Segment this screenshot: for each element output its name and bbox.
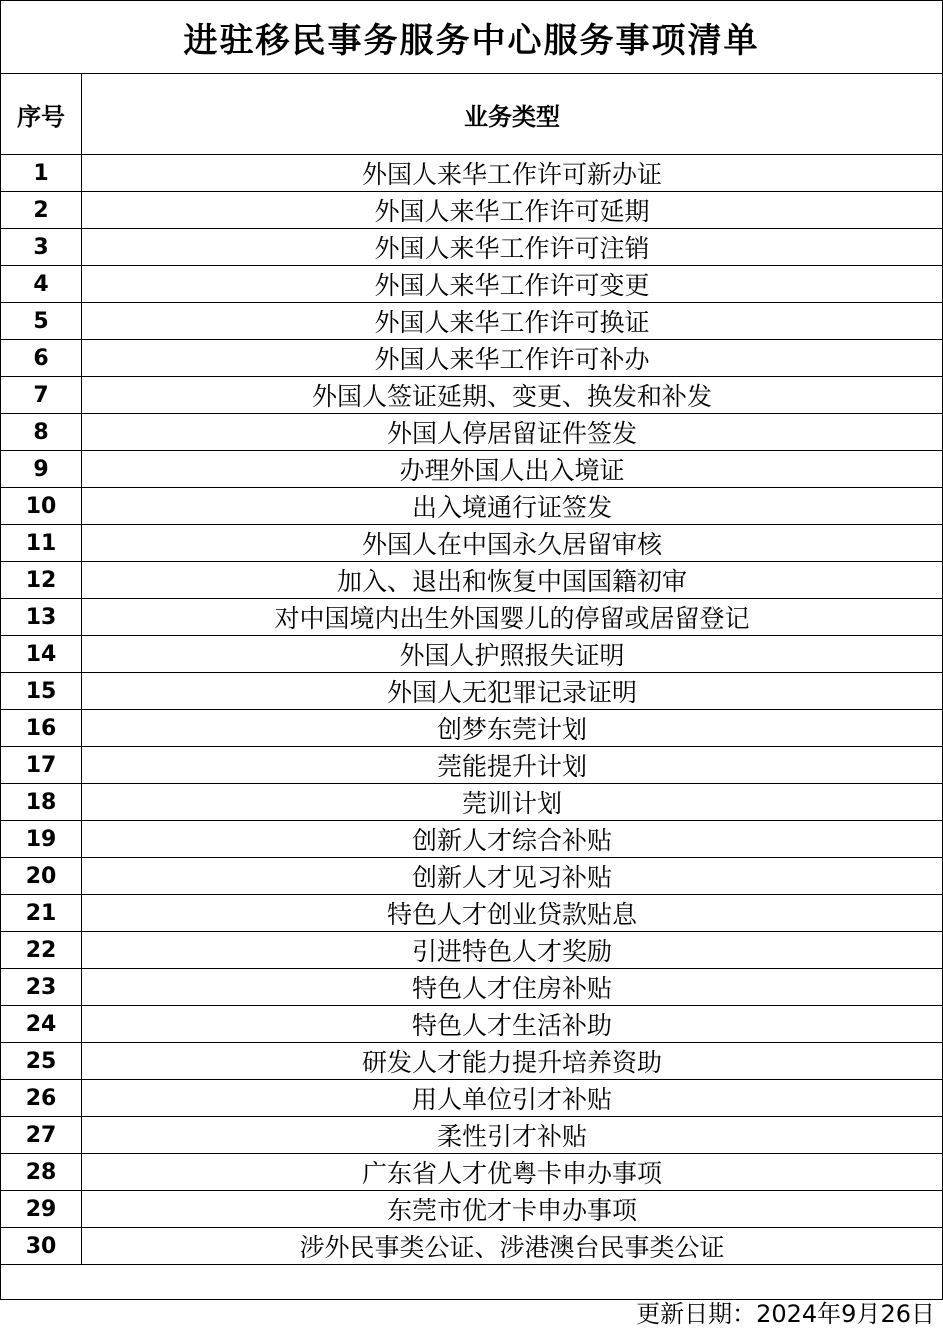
table-row: [1, 414, 943, 451]
business-type: 引进特色人才奖励: [82, 932, 943, 969]
row-number: 19: [1, 821, 82, 858]
footer-cell: [1, 1265, 943, 1300]
table-row: [1, 266, 943, 303]
column-header-number: 序号: [1, 74, 82, 155]
table-row: [1, 303, 943, 340]
row-number: 28: [1, 1154, 82, 1191]
row-number: 5: [1, 303, 82, 340]
business-type: 特色人才创业贷款贴息: [82, 895, 943, 932]
table-row: [1, 710, 943, 747]
table-row: [1, 1043, 943, 1080]
table-row: [1, 1006, 943, 1043]
business-type: 用人单位引才补贴: [82, 1080, 943, 1117]
row-number: 8: [1, 414, 82, 451]
row-number: 14: [1, 636, 82, 673]
row-number: 24: [1, 1006, 82, 1043]
business-type: 外国人停居留证件签发: [82, 414, 943, 451]
table-row: [1, 229, 943, 266]
row-number: 6: [1, 340, 82, 377]
business-type: 柔性引才补贴: [82, 1117, 943, 1154]
table-row: [1, 377, 943, 414]
table-row: [1, 969, 943, 1006]
table-row: [1, 747, 943, 784]
footer-row: [1, 1265, 943, 1300]
business-type: 莞能提升计划: [82, 747, 943, 784]
row-number: 11: [1, 525, 82, 562]
row-number: 10: [1, 488, 82, 525]
table-row: [1, 451, 943, 488]
row-number: 9: [1, 451, 82, 488]
row-number: 7: [1, 377, 82, 414]
table-row: [1, 192, 943, 229]
table-row: [1, 525, 943, 562]
page-title: 进驻移民事务服务中心服务事项清单: [1, 1, 943, 74]
business-type: 东莞市优才卡申办事项: [82, 1191, 943, 1228]
business-type: 办理外国人出入境证: [82, 451, 943, 488]
business-type: 创新人才综合补贴: [82, 821, 943, 858]
row-number: 29: [1, 1191, 82, 1228]
business-type: 莞训计划: [82, 784, 943, 821]
business-type: 外国人来华工作许可换证: [82, 303, 943, 340]
business-type: 涉外民事类公证、涉港澳台民事类公证: [82, 1228, 943, 1265]
business-type: 特色人才住房补贴: [82, 969, 943, 1006]
table-row: [1, 784, 943, 821]
business-type: 外国人在中国永久居留审核: [82, 525, 943, 562]
row-number: 4: [1, 266, 82, 303]
row-number: 3: [1, 229, 82, 266]
business-type: 对中国境内出生外国婴儿的停留或居留登记: [82, 599, 943, 636]
table-row: [1, 932, 943, 969]
table-row: [1, 340, 943, 377]
update-date: 更新日期：2024年9月26日: [636, 1300, 935, 1328]
row-number: 15: [1, 673, 82, 710]
row-number: 18: [1, 784, 82, 821]
business-type: 创新人才见习补贴: [82, 858, 943, 895]
row-number: 30: [1, 1228, 82, 1265]
business-type: 出入境通行证签发: [82, 488, 943, 525]
row-number: 23: [1, 969, 82, 1006]
table-row: [1, 599, 943, 636]
business-type: 外国人来华工作许可延期: [82, 192, 943, 229]
business-type: 广东省人才优粤卡申办事项: [82, 1154, 943, 1191]
table-row: [1, 673, 943, 710]
table-row: [1, 1191, 943, 1228]
row-number: 21: [1, 895, 82, 932]
business-type: 外国人来华工作许可注销: [82, 229, 943, 266]
row-number: 26: [1, 1080, 82, 1117]
table-row: [1, 895, 943, 932]
business-type: 加入、退出和恢复中国国籍初审: [82, 562, 943, 599]
business-type: 特色人才生活补助: [82, 1006, 943, 1043]
business-type: 外国人无犯罪记录证明: [82, 673, 943, 710]
table-row: [1, 636, 943, 673]
business-type: 外国人签证延期、变更、换发和补发: [82, 377, 943, 414]
table-row: [1, 488, 943, 525]
row-number: 22: [1, 932, 82, 969]
row-number: 25: [1, 1043, 82, 1080]
business-type: 外国人来华工作许可变更: [82, 266, 943, 303]
business-type: 研发人才能力提升培养资助: [82, 1043, 943, 1080]
row-number: 1: [1, 155, 82, 192]
row-number: 13: [1, 599, 82, 636]
row-number: 17: [1, 747, 82, 784]
table-row: [1, 1080, 943, 1117]
row-number: 20: [1, 858, 82, 895]
business-type: 外国人来华工作许可新办证: [82, 155, 943, 192]
row-number: 2: [1, 192, 82, 229]
business-type: 外国人来华工作许可补办: [82, 340, 943, 377]
business-type: 外国人护照报失证明: [82, 636, 943, 673]
row-number: 16: [1, 710, 82, 747]
table-row: [1, 1228, 943, 1265]
row-number: 12: [1, 562, 82, 599]
table-row: [1, 858, 943, 895]
table-row: [1, 1154, 943, 1191]
table-row: [1, 155, 943, 192]
table-row: [1, 1117, 943, 1154]
business-type: 创梦东莞计划: [82, 710, 943, 747]
row-number: 27: [1, 1117, 82, 1154]
table-row: [1, 562, 943, 599]
table-row: [1, 821, 943, 858]
column-header-type: 业务类型: [82, 74, 943, 155]
